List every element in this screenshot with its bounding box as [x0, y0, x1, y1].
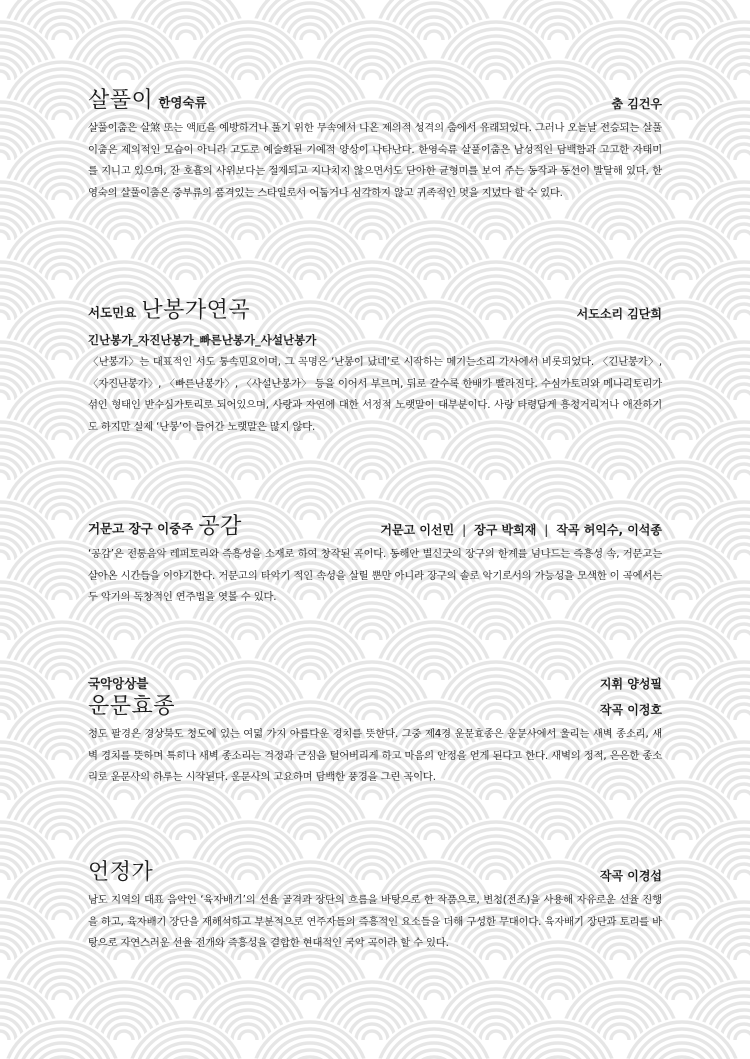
piece-description [88, 544, 662, 609]
piece-title: 난봉가연곡 [141, 298, 251, 323]
title-line [88, 83, 207, 114]
title-line [88, 293, 250, 324]
piece-style: 한영숙류 [158, 95, 207, 110]
credit-separator: | [462, 523, 467, 537]
section-gonggam [88, 510, 662, 609]
composer-credit: 작곡 이경섭 [599, 869, 662, 883]
title-line [88, 689, 175, 720]
section-salpuri [88, 84, 662, 204]
section-unmunhyojong [88, 672, 662, 789]
section-header [88, 692, 662, 720]
credit-geomungo: 거문고 이선민 [380, 523, 455, 537]
section-header [88, 84, 662, 114]
piece-title: 공감 [198, 514, 242, 539]
conductor-credit: 지휘 양성필 [599, 677, 662, 691]
section-eonjeongga [88, 856, 662, 955]
piece-description [88, 352, 662, 438]
description-paragraph: 〈난봉가〉는 대표적인 서도 통속민요이며, 그 곡명은 ‘난봉이 났네’로 시작하는 메기는소리 가사에서 비롯되었다. 〈긴난봉가〉, 〈자진난봉가〉, 〈빠른난봉가〉, 〈사설난봉가〉 등을 이어서 부르며, 뒤로 갈수록 한배가 빨라진다. 수심가토리와 메나리토리가 섞인 형태인 반수심가토리로 되어있으며, 사랑과 자연에 대한 서정적 노랫말이 대부분이다. 사랑 타령답게 흥청거리거나 애잔하기도 하지만 실제 ‘난봉’이 들어간 노랫말은 많지 않다. [88, 356, 662, 433]
piece-title: 언정가 [88, 860, 154, 885]
ensemble-name: 국악앙상블 [88, 676, 149, 691]
piece-description [88, 724, 662, 789]
piece-genre: 거문고 장구 이중주 [88, 521, 194, 536]
description-paragraph: 청도 팔경은 경상북도 청도에 있는 여덟 가지 아름다운 경치를 뜻한다. 그중 제4경 운문효종은 운문사에서 울리는 새벽 종소리, 새벽 경치를 뜻하며 특히나 새벽 종소리는 걱정과 근심을 털어버리게 하고 마음의 안정을 얻게 된다고 한다. 새벽의 정적, 은은한 종소리로 운문사의 하루는 시작된다. 운문사의 고요하며 담백한 풍경을 그린 곡이다. [88, 728, 662, 783]
credit-separator: | [544, 523, 549, 537]
title-line [88, 509, 242, 540]
description-paragraph: 남도 지역의 대표 음악인 ‘육자배기’의 선율 골격과 장단의 흐름을 바탕으로 한 작품으로, 변청(전조)을 사용해 자유로운 선율 진행을 하고, 육자배기 장단을 재해석하고 부분적으로 연주자들의 즉흥적인 요소들을 더해 구성한 무대이다. 육자배기 장단과 토리를 바탕으로 자연스러운 선율 전개와 즉흥성을 결합한 현대적인 국악 곡이라 할 수 있다. [88, 894, 662, 949]
piece-subtitle: 긴난봉가_자진난봉가_빠른난봉가_사설난봉가 [88, 333, 317, 347]
piece-genre: 서도민요 [88, 305, 137, 320]
description-paragraph: 살풀이춤은 살煞 또는 액厄을 예방하거나 풀기 위한 무속에서 나온 제의적 성격의 춤에서 유래되었다. 그러나 오늘날 전승되는 살풀이춤은 제의적인 모습이 아니라 고도로 예술화된 기예적 양상이 나타난다. 한영숙류 살풀이춤은 남성적인 담백함과 고고한 자태미를 지니고 있으며, 잔 호흡의 사위보다는 절제되고 지나치지 않으면서도 단아한 균형미를 보여 주는 동작과 동선이 발달해 있다. 한영숙의 살풀이춤은 중부류의 품격있는 스타일로서 어둡거나 심각하지 않고 귀족적인 멋을 지녔다 할 수 있다. [88, 122, 662, 199]
composer-credit: 작곡 이정호 [599, 703, 662, 717]
performer-credit: 춤 김건우 [611, 97, 662, 111]
piece-title: 살풀이 [88, 88, 154, 113]
piece-title: 운문효종 [88, 694, 176, 719]
section-nanbongga [88, 294, 662, 438]
description-paragraph: ‘공감’은 전통음악 레퍼토리와 즉흥성을 소재로 하여 창작된 곡이다. 동해안 별신굿의 장구의 한계를 넘나드는 즉흥성 속, 거문고는 살아온 시간들을 이야기한다. 거문고의 타악기 적인 속성을 살릴 뿐만 아니라 장구의 솔로 악기로서의 가능성을 모색한 이 곡에서는 두 악기의 독창적인 연주법을 엿볼 수 있다. [88, 548, 662, 603]
piece-description [88, 118, 662, 204]
section-header [88, 856, 662, 886]
credit-composer: 작곡 허익수, 이석종 [556, 523, 662, 537]
section-header [88, 510, 662, 540]
section-header [88, 294, 662, 324]
credit-janggu: 장구 박희재 [474, 523, 537, 537]
performer-credits [380, 521, 662, 538]
performer-credit: 서도소리 김단희 [576, 307, 662, 321]
piece-description [88, 890, 662, 955]
title-line [88, 855, 153, 886]
